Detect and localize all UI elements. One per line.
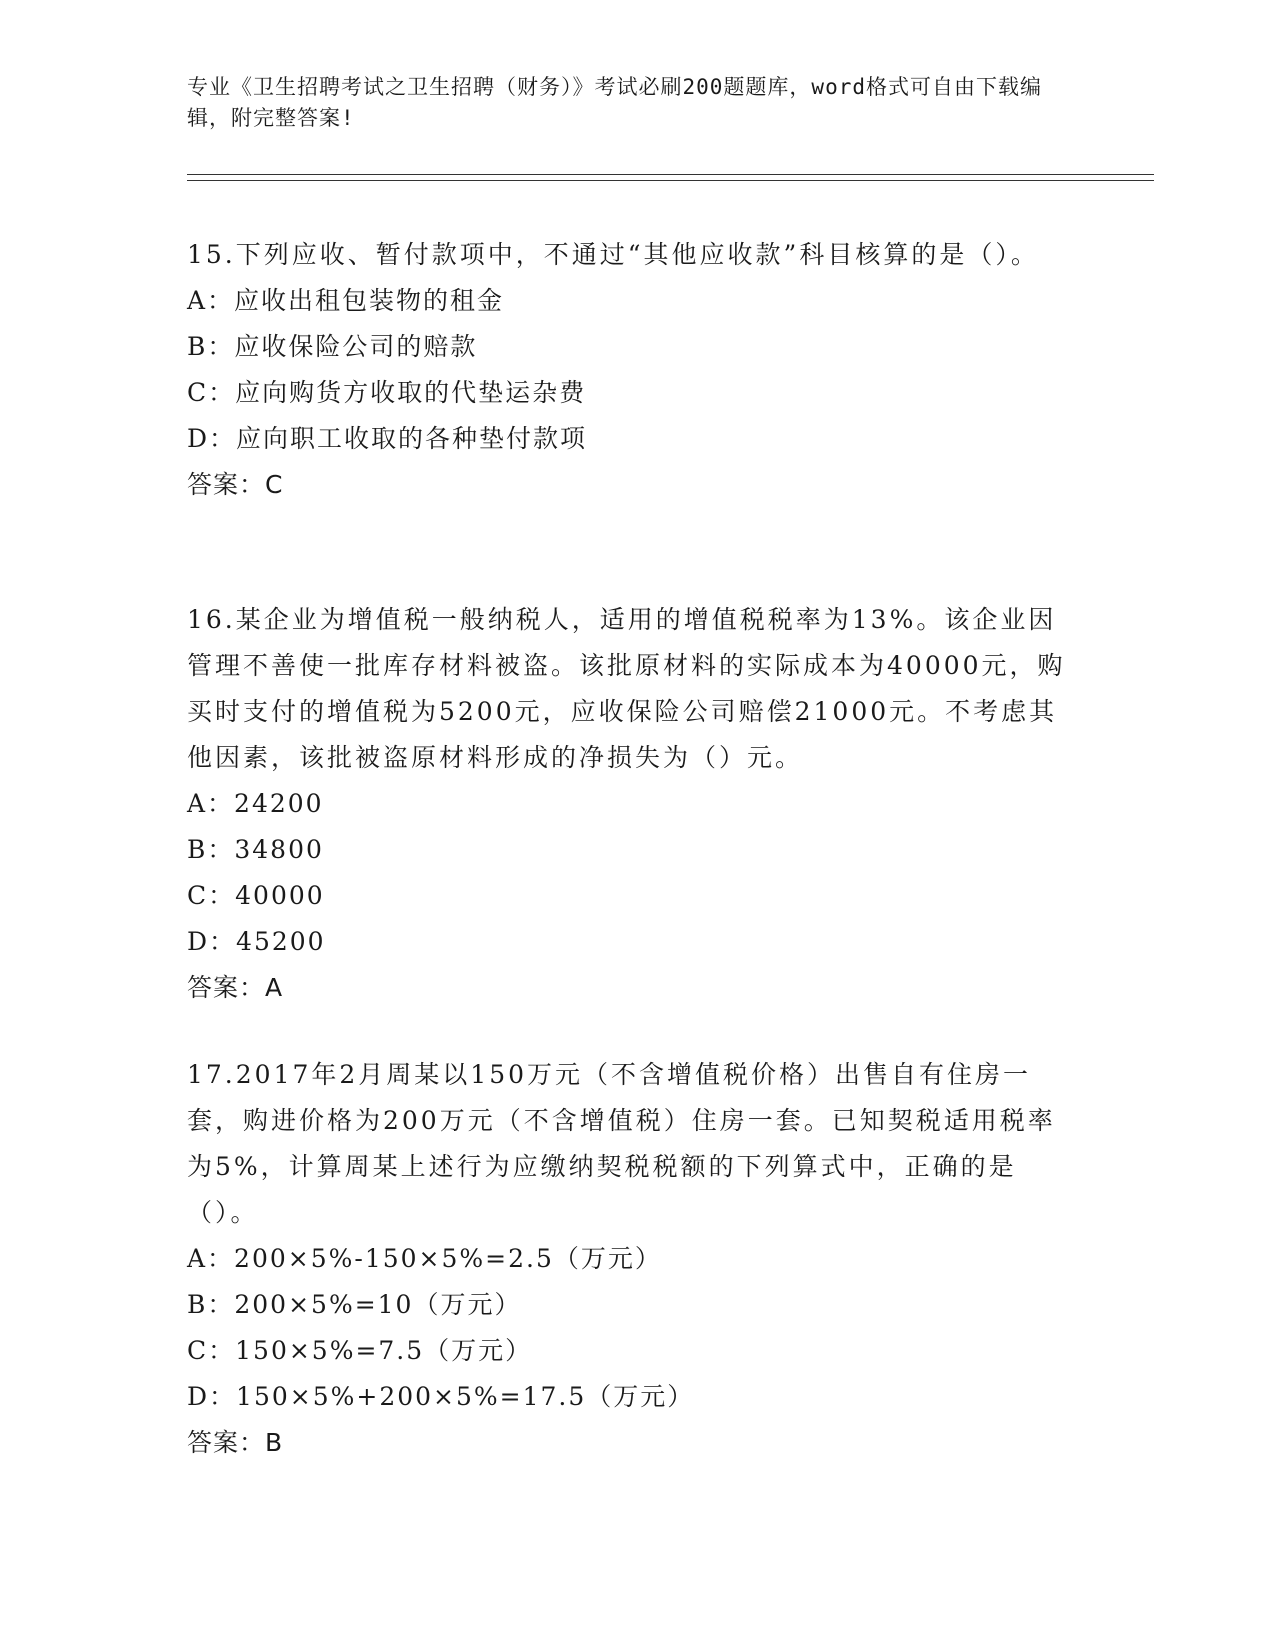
question-stem: 16.某企业为增值税一般纳税人，适用的增值税税率为13%。该企业因管理不善使一批库存材料被盗。该批原材料的实际成本为40000元，购买时支付的增值税为5200元，应收保险公司赔偿21000元。不考虑其他因素，该批被盗原材料形成的净损失为（）元。 xyxy=(187,605,1066,772)
question-15 xyxy=(187,232,1077,508)
header-divider-bottom xyxy=(187,180,1154,181)
answer: 答案：C xyxy=(187,470,284,499)
option-a: A：应收出租包装物的租金 xyxy=(187,286,505,315)
option-a: A：24200 xyxy=(187,789,324,818)
option-c: C：150×5%=7.5（万元） xyxy=(187,1336,533,1365)
question-stem: 15.下列应收、暂付款项中，不通过“其他应收款”科目核算的是（）。 xyxy=(187,240,1039,269)
option-d: D：45200 xyxy=(187,927,326,956)
option-b: B：34800 xyxy=(187,835,324,864)
question-17 xyxy=(187,1052,1077,1466)
option-b: B：200×5%=10（万元） xyxy=(187,1290,522,1319)
header-divider-top xyxy=(187,174,1154,175)
option-c: C：40000 xyxy=(187,881,325,910)
question-stem: 17.2017年2月周某以150万元（不含增值税价格）出售自有住房一套，购进价格为200万元（不含增值税）住房一套。已知契税适用税率为5%，计算周某上述行为应缴纳契税税额的下列算式中，正确的是（）。 xyxy=(187,1060,1056,1227)
answer: 答案：B xyxy=(187,1428,284,1457)
option-d: D：150×5%+200×5%=17.5（万元） xyxy=(187,1382,695,1411)
option-b: B：应收保险公司的赔款 xyxy=(187,332,478,361)
option-c: C：应向购货方收取的代垫运杂费 xyxy=(187,378,587,407)
question-16 xyxy=(187,597,1077,1011)
option-d: D：应向职工收取的各种垫付款项 xyxy=(187,424,588,453)
option-a: A：200×5%-150×5%=2.5（万元） xyxy=(187,1244,662,1273)
answer: 答案：A xyxy=(187,973,284,1002)
document-header: 专业《卫生招聘考试之卫生招聘（财务）》考试必刷200题题库，word格式可自由下载编辑，附完整答案! xyxy=(187,75,1042,130)
